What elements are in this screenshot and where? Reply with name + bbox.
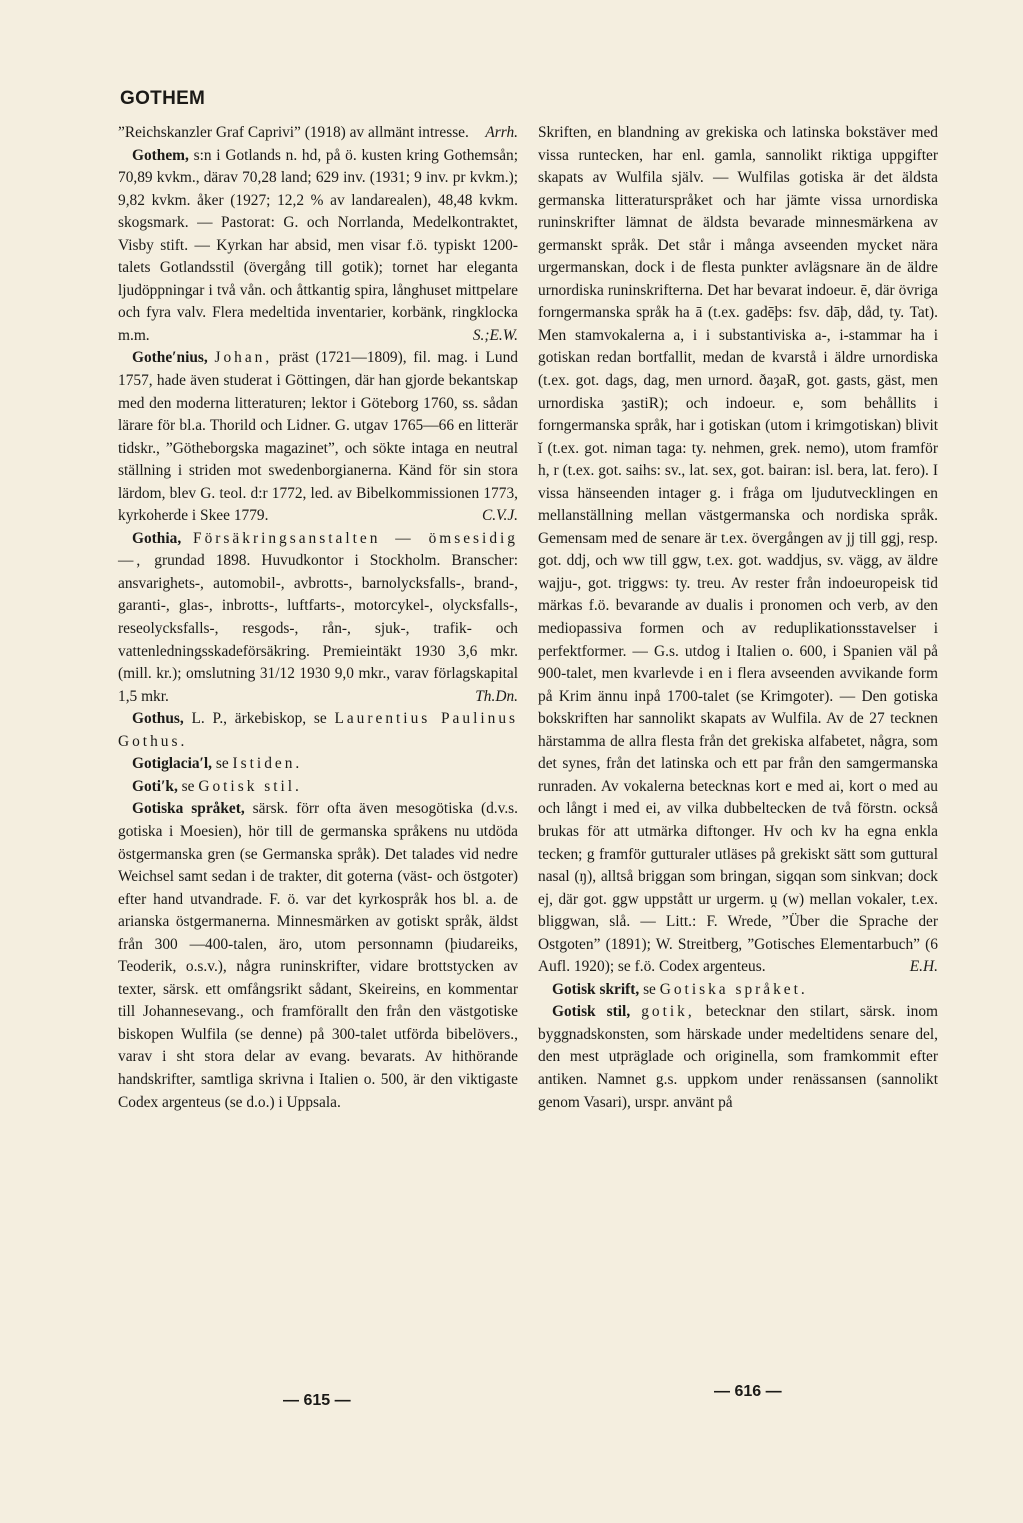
headword: Gothem, bbox=[132, 146, 189, 164]
headword: Gotisk stil, bbox=[552, 1003, 631, 1021]
headword: Goti′k, bbox=[132, 777, 178, 795]
signature: Arrh. bbox=[485, 124, 518, 141]
running-head: GOTHEM bbox=[120, 88, 206, 109]
entry-gotiglacial: Gotiglacia′l, se Istiden. bbox=[132, 755, 303, 773]
entry-gothus: Gothus, L. P., ärkebiskop, se Laurentius Paulinus Gothus. bbox=[118, 710, 519, 750]
page-number-right: — 616 — bbox=[714, 1383, 782, 1400]
entry-gothenius: Gothe′nius, Johan, präst (1721—1809), fil. mag. i Lund 1757, hade även studerat i Göttingen, där han gjorde bekantskap med den moderna litteraturen; lektor i Göteborg 1760, ss. sådan lärare för bl.a. Thorild och Lidner. G. utgav 1765—66 en litterär tidskr., ”Götheborgska magazinet”, och sökte intaga en neutral ställning i striden mot swedenborgianerna. Känd för sin stora lärdom, blev G. teol. d:r 1772, led. av Bibelkommissionen 1773, kyrkoherde i Skee 1779. C.V.J. bbox=[118, 347, 518, 527]
headword: Gotiska språket, bbox=[132, 800, 245, 818]
entry-gotisk-skrift: Gotisk skrift, se Gotiska språket. bbox=[552, 980, 808, 998]
headword: Gotiglacia′l, bbox=[132, 755, 212, 773]
entry-gothia: Gothia, Försäkringsanstalten — ömsesidig —, grundad 1898. Huvudkontor i Stockholm. Branscher: ansvarighets-, automobil-, avbrotts-, barnolycksfalls-, brand-, garanti-, glas-, inbrotts-, luftfarts-, motorcykel-, olycksfalls-, reseolycksfalls-, resgods-, rån-, sjuk-, trafik- och vattenledningsskadeförsäkring. Premieintäkt 1930 3,6 mkr. (mill. kr.); omslutning 31/12 1930 9,0 mkr., varav förlagskapital 1,5 mkr. Th.Dn. bbox=[118, 528, 518, 708]
signature: E.H. bbox=[909, 958, 938, 976]
entry-reichskanzler-cont: ”Reichskanzler Graf Caprivi” (1918) av allmänt intresse. Arrh. bbox=[118, 122, 518, 145]
signature: Th.Dn. bbox=[475, 687, 518, 705]
signature: S.;E.W. bbox=[472, 326, 518, 344]
signature: C.V.J. bbox=[481, 507, 518, 525]
entry-gotiska-spraket: Gotiska språket, särsk. förr ofta även mesogötiska (d.v.s. gotiska i Moesien), hör till de germanska språkens nu utdöda östgermanska gren (se Germanska språk). Det talades vid nedre Weichsel samt sedan i de trakter, dit goterna (väst- och östgoter) efter hand utvandrade. F. ö. var det kyrkospråk hos bl. a. de arianska östgermanerna. Minnesmärken av gotiskt språk, äldst från 300 —400-talen, äro, utom personnamn (þiudareiks, Teoderik, o.s.v.), några runinskrifter, vidare brottstycken av texter, särsk. ett omfångsrikt sådant, Skeireins, en kommentar till Johannesevang., och framförallt den från den västgotiske biskopen Wulfila (se denne) på 300-talet utförda bibelövers., varav i sht stora delar av evang. bevarats. Av hithörande handskrifter, samtliga skrivna i Italien o. 500, är den viktigaste Codex argenteus (se d.o.) i Uppsala. bbox=[118, 800, 518, 1111]
headword: Gothus, bbox=[132, 710, 184, 728]
entry-gotisk-stil: Gotisk stil, gotik, betecknar den stilart, särsk. inom byggnadskonsten, som härskade under medeltidens senare del, den mest utpräglade och originella, som framkommit efter antiken. Namnet g.s. uppkom under renässansen (sannolikt genom Vasari), urspr. använt på bbox=[538, 1003, 938, 1111]
headword: Gotisk skrift, bbox=[552, 980, 640, 998]
headword: Gothe′nius, bbox=[132, 349, 208, 367]
entry-gothem: Gothem, s:n i Gotlands n. hd, på ö. kusten kring Gothemsån; 70,89 kvkm., därav 70,28 land; 629 inv. (1931; 9 inv. pr kvkm.); 9,82 kvkm. åker (1927; 12,2 % av landarealen), 48,48 kvkm. skogsmark. — Pastorat: G. och Norrlanda, Medelkontraktet, Visby stift. — Kyrkan har absid, men visar f.ö. typiskt 1200-talets Gotlandsstil (övergång till gotik); tornet har eleganta ljudöppningar i två vån. och åttkantig spira, långhuset mittpelare och fyra valv. Flera medeltida inventarier, korbänk, ringklocka m.m. S.;E.W. bbox=[118, 145, 518, 348]
right-column bbox=[538, 122, 938, 1114]
entry-gotiska-spraket-cont: Skriften, en blandning av grekiska och latinska bokstäver med vissa runtecken, har enl. gamla, sannolikt riktiga uppgifter skapats av Wulfila själv. — Wulfilas gotiska är det äldsta germanska litteraturspråket och har jämte vissa urnordiska runinskrifter lämnat de äldsta bevarade minnesmärkena av germanskt språk. Det står i många avseenden mycket nära urgermanskan, dock i de flesta punkter avlägsnare än de äldre urnordiska runinskrifterna. Det har bevarat indoeur. ē, där övriga forngermanska språk ha ā (t.ex. gadēþs: fsv. dāþ, dåd, ty. Tat). Men stamvokalerna a, i i substantiviska a-, i-stammar ha i gotiskan redan bortfallit, medan de kvarstå i äldre urnordiska (t.ex. got. dags, dag, men urnord. ðaȝaR, got. gasts, gäst, men urnordiska ȝastiR); och indoeur. e, som behållits i forngermanska språk, har i gotiskan (utom i krimgotiskan) blivit ǐ (t.ex. got. niman taga: ty. nehmen, grek. nemo), utom framför h, r (t.ex. got. saihs: sv., lat. sex, got. bairan: isl. bera, lat. fero). I vissa hänseenden intager g. i fråga om ljudutvecklingen en mellanställning mellan västgermanska och nordiska språk. Gemensam med de senare är t.ex. övergången av jj till ggj, resp. got. ddj, och ww till ggw, t.ex. got. waddjus, sv. vägg, av äldre wajju-, got. triggws: ty. treu. Av rester från indoeuropeisk tid märkas f.ö. bevarande av dualis i pronomen och verb, av den mediopassiva formen och av reduplikationsstavelser i perfektformer. — G.s. utdog i Italien o. 600, i Spanien väl på 900-talet, men kvarlevde i en i flera avseenden avvikande form på Krim ännu inpå 1700-talet (se Krimgoter). — Den gotiska bokskriften har sannolikt skapats av Wulfila. Av de 27 tecknen härstamma de allra flesta från det grekiska alfabetet, några, som det synes, från det latinska och ett par från den samgermanska runraden. Av vokalerna betecknas kort e med ai, kort o med au och långt i med ei, av vilka dubbeltecken de två förstn. också brukas för att utmärka diftonger. Hv och kv ha egna enkla tecken; g framför gutturaler utläses på grekiskt sätt som guttural nasal (ŋ), alltså briggan som bringan, sigqan som sinkvan; dock ej, där got. ggw uppstått ur urgerm. ṷ (w) mellan vokaler, t.ex. bliggwan, slå. — Litt.: F. Wrede, ”Über die Sprache der Ostgoten” (1891); W. Streitberg, ”Gotisches Elementarbuch” (6 Aufl. 1920); se f.ö. Codex argenteus. E.H. bbox=[538, 122, 938, 979]
headword: Gothia, bbox=[132, 529, 182, 547]
entry-gotik: Goti′k, se Gotisk stil. bbox=[132, 777, 302, 795]
page-number-left: — 615 — bbox=[283, 1392, 351, 1409]
left-column bbox=[118, 122, 518, 1114]
